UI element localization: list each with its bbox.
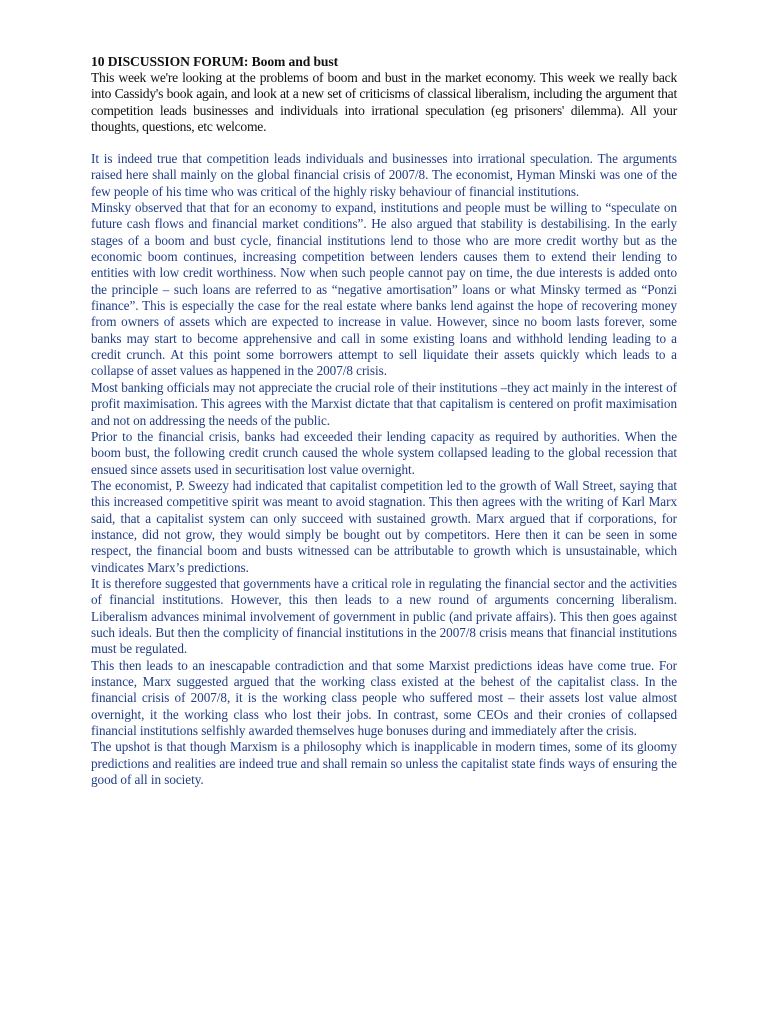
response-body xyxy=(91,151,677,788)
forum-title: 10 DISCUSSION FORUM: Boom and bust xyxy=(91,54,338,69)
response-paragraph: Minsky observed that that for an economy to expand, institutions and people must be willing to “speculate on future cash flows and financial market conditions”. He also argued that stability is destabilising. In the early stages of a boom and bust cycle, financial institutions lend to those who are more credit worthy but as the economic boom continues, increasing competition between lenders causes them to extend their lending to entities with low credit worthiness. Now when such people cannot pay on time, the due interests is added onto the principle – such loans are referred to as “negative amortisation” loans or what Minsky termed as “Ponzi finance”. This is especially the case for the real estate where banks lend against the hope of recovering money from owners of assets which are expected to increase in value. However, since no boom lasts forever, some banks may start to become apprehensive and call in some existing loans and withhold lending leading to a credit crunch. At this point some borrowers attempt to sell liquidate their assets quickly which leads to a collapse of asset values as happened in the 2007/8 crisis. xyxy=(91,200,677,379)
response-paragraph: The economist, P. Sweezy had indicated that capitalist competition led to the growth of Wall Street, saying that this increased competitive spirit was meant to avoid stagnation. This then agrees with the writing of Karl Marx said, that a capitalist system can only succeed with sustained growth. Marx argued that if corporations, for instance, did not grow, they would simply be bought out by competitors. Here then it can be seen in some respect, the financial boom and busts witnessed can be attributable to growth which is unsustainable, which vindicates Marx’s predictions. xyxy=(91,477,677,575)
response-paragraph: This then leads to an inescapable contradiction and that some Marxist predictions ideas have come true. For instance, Marx suggested argued that the working class existed at the behest of the capitalist class. In the financial crisis of 2007/8, it is the working class people who suffered most – their assets lost value almost overnight, it the working class who lost their jobs. In contrast, some CEOs and their cronies of collapsed financial institutions selfishly awarded themselves huge bonuses during and immediately after the crisis. xyxy=(91,657,677,739)
response-paragraph: It is therefore suggested that governments have a critical role in regulating the financial sector and the activities of financial institutions. However, this then leads to a new round of arguments concerning liberalism. Liberalism advances minimal involvement of government in public (and private affairs). This then goes against such ideals. But then the complicity of financial institutions in the 2007/8 crisis means that financial institutions must be regulated. xyxy=(91,575,677,657)
response-paragraph: The upshot is that though Marxism is a philosophy which is inapplicable in modern times, some of its gloomy predictions and realities are indeed true and shall remain so unless the capitalist state finds ways of ensuring the good of all in society. xyxy=(91,739,677,788)
response-paragraph: It is indeed true that competition leads individuals and businesses into irrational speculation. The arguments raised here shall mainly on the global financial crisis of 2007/8. The economist, Hyman Minski was one of the few people of his time who was critical of the highly risky behaviour of financial institutions. xyxy=(91,151,677,199)
forum-intro: This week we're looking at the problems of boom and bust in the market economy. This week we really back into Cassidy's book again, and look at a new set of criticisms of classical liberalism, including the argument that competition leads businesses and individuals into irrational speculation (eg prisoners' dilemma). All your thoughts, questions, etc welcome. xyxy=(91,70,677,134)
forum-post-header xyxy=(91,54,677,135)
response-paragraph: Prior to the financial crisis, banks had exceeded their lending capacity as required by authorities. When the boom bust, the following credit crunch caused the whole system collapsed leading to the global recession that ensued since assets used in securitisation lost value overnight. xyxy=(91,428,677,477)
response-paragraph: Most banking officials may not appreciate the crucial role of their institutions –they act mainly in the interest of profit maximisation. This agrees with the Marxist dictate that that capitalism is centered on profit maximisation and not on addressing the needs of the public. xyxy=(91,379,677,428)
